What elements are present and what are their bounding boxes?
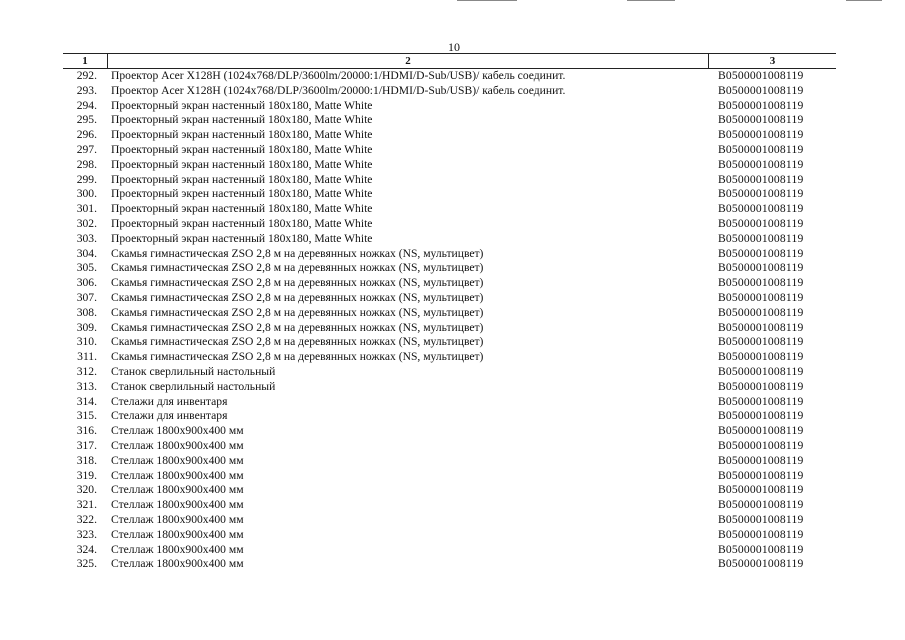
table-header: [63, 53, 836, 69]
item-name: Проекторный экран настенный 180x180, Matte White: [111, 98, 373, 112]
table-row: [63, 128, 836, 143]
item-code: B0500001008119: [718, 216, 804, 230]
item-code: B0500001008119: [718, 202, 804, 216]
row-number: 322.: [76, 512, 97, 526]
item-code: B0500001008119: [718, 350, 804, 364]
table-row: [63, 321, 836, 336]
item-code: B0500001008119: [718, 83, 804, 97]
row-number: 320.: [76, 483, 97, 497]
table-row: [63, 202, 836, 217]
item-code: B0500001008119: [718, 364, 804, 378]
table-row: [63, 306, 836, 321]
row-number: 312.: [76, 364, 97, 378]
row-number: 318.: [76, 453, 97, 467]
item-name: Стеллаж 1800x900x400 мм: [111, 453, 244, 467]
table-body: [63, 69, 836, 572]
item-code: B0500001008119: [718, 512, 804, 526]
row-number: 311.: [77, 350, 97, 364]
row-number: 304.: [76, 246, 97, 260]
item-code: B0500001008119: [718, 468, 804, 482]
item-code: B0500001008119: [718, 394, 804, 408]
table-row: [63, 69, 836, 84]
row-number: 294.: [76, 98, 97, 112]
item-name: Станок сверлильный настольный: [111, 379, 276, 393]
item-name: Проекторный экран настенный 180x180, Matte White: [111, 128, 373, 142]
table-row: [63, 276, 836, 291]
row-number: 317.: [76, 438, 97, 452]
table-row: [63, 543, 836, 558]
item-code: B0500001008119: [718, 69, 804, 82]
table-row: [63, 335, 836, 350]
row-number: 295.: [76, 113, 97, 127]
item-code: B0500001008119: [718, 335, 804, 349]
item-name: Скамья гимнастическая ZSO 2,8 м на деревянных ножках (NS, мультицвет): [111, 276, 484, 290]
scan-edge-line: [457, 0, 517, 1]
item-name: Стеллаж 1800x900x400 мм: [111, 527, 244, 541]
item-code: B0500001008119: [718, 424, 804, 438]
item-code: B0500001008119: [718, 246, 804, 260]
item-name: Проекторный экран настенный 180x180, Matte White: [111, 113, 373, 127]
item-code: B0500001008119: [718, 172, 804, 186]
item-name: Проектор Acer X128H (1024x768/DLP/3600lm/20000:1/HDMI/D-Sub/USB)/ кабель соединит.: [111, 83, 566, 97]
item-name: Проекторный экран настенный 180x180, Matte White: [111, 172, 373, 186]
table-row: [63, 217, 836, 232]
item-name: Стеллаж 1800x900x400 мм: [111, 542, 244, 556]
item-name: Скамья гимнастическая ZSO 2,8 м на деревянных ножках (NS, мультицвет): [111, 335, 484, 349]
row-number: 300.: [76, 187, 97, 201]
table-row: [63, 247, 836, 262]
table-row: [63, 557, 836, 572]
table-row: [63, 99, 836, 114]
item-name: Проекторный экран настенный 180x180, Matte White: [111, 157, 373, 171]
item-code: B0500001008119: [718, 379, 804, 393]
table-row: [63, 483, 836, 498]
table-row: [63, 513, 836, 528]
item-code: B0500001008119: [718, 557, 804, 571]
item-name: Проекторный экрен настенный 180x180, Matte White: [111, 187, 373, 201]
item-name: Скамья гимнастическая ZSO 2,8 м на деревянных ножках (NS, мультицвет): [111, 350, 484, 364]
row-number: 323.: [76, 527, 97, 541]
item-name: Скамья гимнастическая ZSO 2,8 м на деревянных ножках (NS, мультицвет): [111, 305, 484, 319]
item-name: Стеллаж 1800x900x400 мм: [111, 512, 244, 526]
table-row: [63, 454, 836, 469]
item-code: B0500001008119: [718, 261, 804, 275]
item-name: Стеллаж 1800x900x400 мм: [111, 424, 244, 438]
table-row: [63, 113, 836, 128]
column-header-3: 3: [769, 55, 776, 67]
item-code: B0500001008119: [718, 113, 804, 127]
row-number: 319.: [76, 468, 97, 482]
item-name: Скамья гимнастическая ZSO 2,8 м на деревянных ножках (NS, мультицвет): [111, 290, 484, 304]
item-name: Стелажи для инвентаря: [111, 409, 228, 423]
item-name: Проекторный экран настенный 180x180, Matte White: [111, 231, 373, 245]
item-code: B0500001008119: [718, 453, 804, 467]
row-number: 321.: [76, 498, 97, 512]
row-number: 297.: [76, 142, 97, 156]
item-code: B0500001008119: [718, 231, 804, 245]
item-code: B0500001008119: [718, 542, 804, 556]
item-name: Проекторный экран настенный 180x180, Matte White: [111, 202, 373, 216]
table-row: [63, 291, 836, 306]
row-number: 292.: [76, 69, 97, 82]
item-name: Стеллаж 1800x900x400 мм: [111, 557, 244, 571]
table-row: [63, 409, 836, 424]
table-row: [63, 439, 836, 454]
row-number: 324.: [76, 542, 97, 556]
table-row: [63, 469, 836, 484]
item-code: B0500001008119: [718, 187, 804, 201]
table-row: [63, 498, 836, 513]
item-name: Проекторный экран настенный 180x180, Matte White: [111, 142, 373, 156]
table-row: [63, 424, 836, 439]
item-name: Станок сверлильный настольный: [111, 364, 276, 378]
row-number: 303.: [76, 231, 97, 245]
page-number: 10: [448, 40, 460, 54]
item-code: B0500001008119: [718, 483, 804, 497]
table-row: [63, 528, 836, 543]
item-code: B0500001008119: [718, 320, 804, 334]
item-name: Стеллаж 1800x900x400 мм: [111, 498, 244, 512]
item-name: Стелажи для инвентаря: [111, 394, 228, 408]
item-code: B0500001008119: [718, 276, 804, 290]
table-row: [63, 365, 836, 380]
row-number: 302.: [76, 216, 97, 230]
row-number: 307.: [76, 290, 97, 304]
item-name: Проектор Acer X128H (1024x768/DLP/3600lm/20000:1/HDMI/D-Sub/USB)/ кабель соединит.: [111, 69, 566, 82]
item-code: B0500001008119: [718, 290, 804, 304]
scan-edge-line: [846, 0, 882, 1]
row-number: 308.: [76, 305, 97, 319]
table-row: [63, 84, 836, 99]
item-name: Стеллаж 1800x900x400 мм: [111, 468, 244, 482]
table-row: [63, 261, 836, 276]
row-number: 310.: [76, 335, 97, 349]
row-number: 306.: [76, 276, 97, 290]
table-row: [63, 173, 836, 188]
row-number: 316.: [76, 424, 97, 438]
row-number: 313.: [76, 379, 97, 393]
item-name: Стеллаж 1800x900x400 мм: [111, 438, 244, 452]
row-number: 305.: [76, 261, 97, 275]
row-number: 301.: [76, 202, 97, 216]
scan-edge-line: [627, 0, 675, 1]
item-code: B0500001008119: [718, 438, 804, 452]
row-number: 314.: [76, 394, 97, 408]
row-number: 298.: [76, 157, 97, 171]
row-number: 325.: [76, 557, 97, 571]
table-row: [63, 380, 836, 395]
item-name: Скамья гимнастическая ZSO 2,8 м на деревянных ножках (NS, мультицвет): [111, 261, 484, 275]
table-row: [63, 395, 836, 410]
item-name: Скамья гимнастическая ZSO 2,8 м на деревянных ножках (NS, мультицвет): [111, 320, 484, 334]
item-code: B0500001008119: [718, 142, 804, 156]
row-number: 309.: [76, 320, 97, 334]
table-row: [63, 143, 836, 158]
item-code: B0500001008119: [718, 498, 804, 512]
item-name: Скамья гимнастическая ZSO 2,8 м на деревянных ножках (NS, мультицвет): [111, 246, 484, 260]
row-number: 315.: [76, 409, 97, 423]
item-code: B0500001008119: [718, 128, 804, 142]
item-code: B0500001008119: [718, 409, 804, 423]
item-code: B0500001008119: [718, 527, 804, 541]
table-row: [63, 158, 836, 173]
item-code: B0500001008119: [718, 98, 804, 112]
item-code: B0500001008119: [718, 305, 804, 319]
table-row: [63, 232, 836, 247]
table-row: [63, 187, 836, 202]
item-code: B0500001008119: [718, 157, 804, 171]
row-number: 299.: [76, 172, 97, 186]
table-row: [63, 350, 836, 365]
item-name: Проекторный экран настенный 180x180, Matte White: [111, 216, 373, 230]
row-number: 296.: [76, 128, 97, 142]
row-number: 293.: [76, 83, 97, 97]
column-header-1: 1: [82, 55, 88, 67]
item-name: Стеллаж 1800x900x400 мм: [111, 483, 244, 497]
column-header-2: 2: [405, 55, 411, 67]
